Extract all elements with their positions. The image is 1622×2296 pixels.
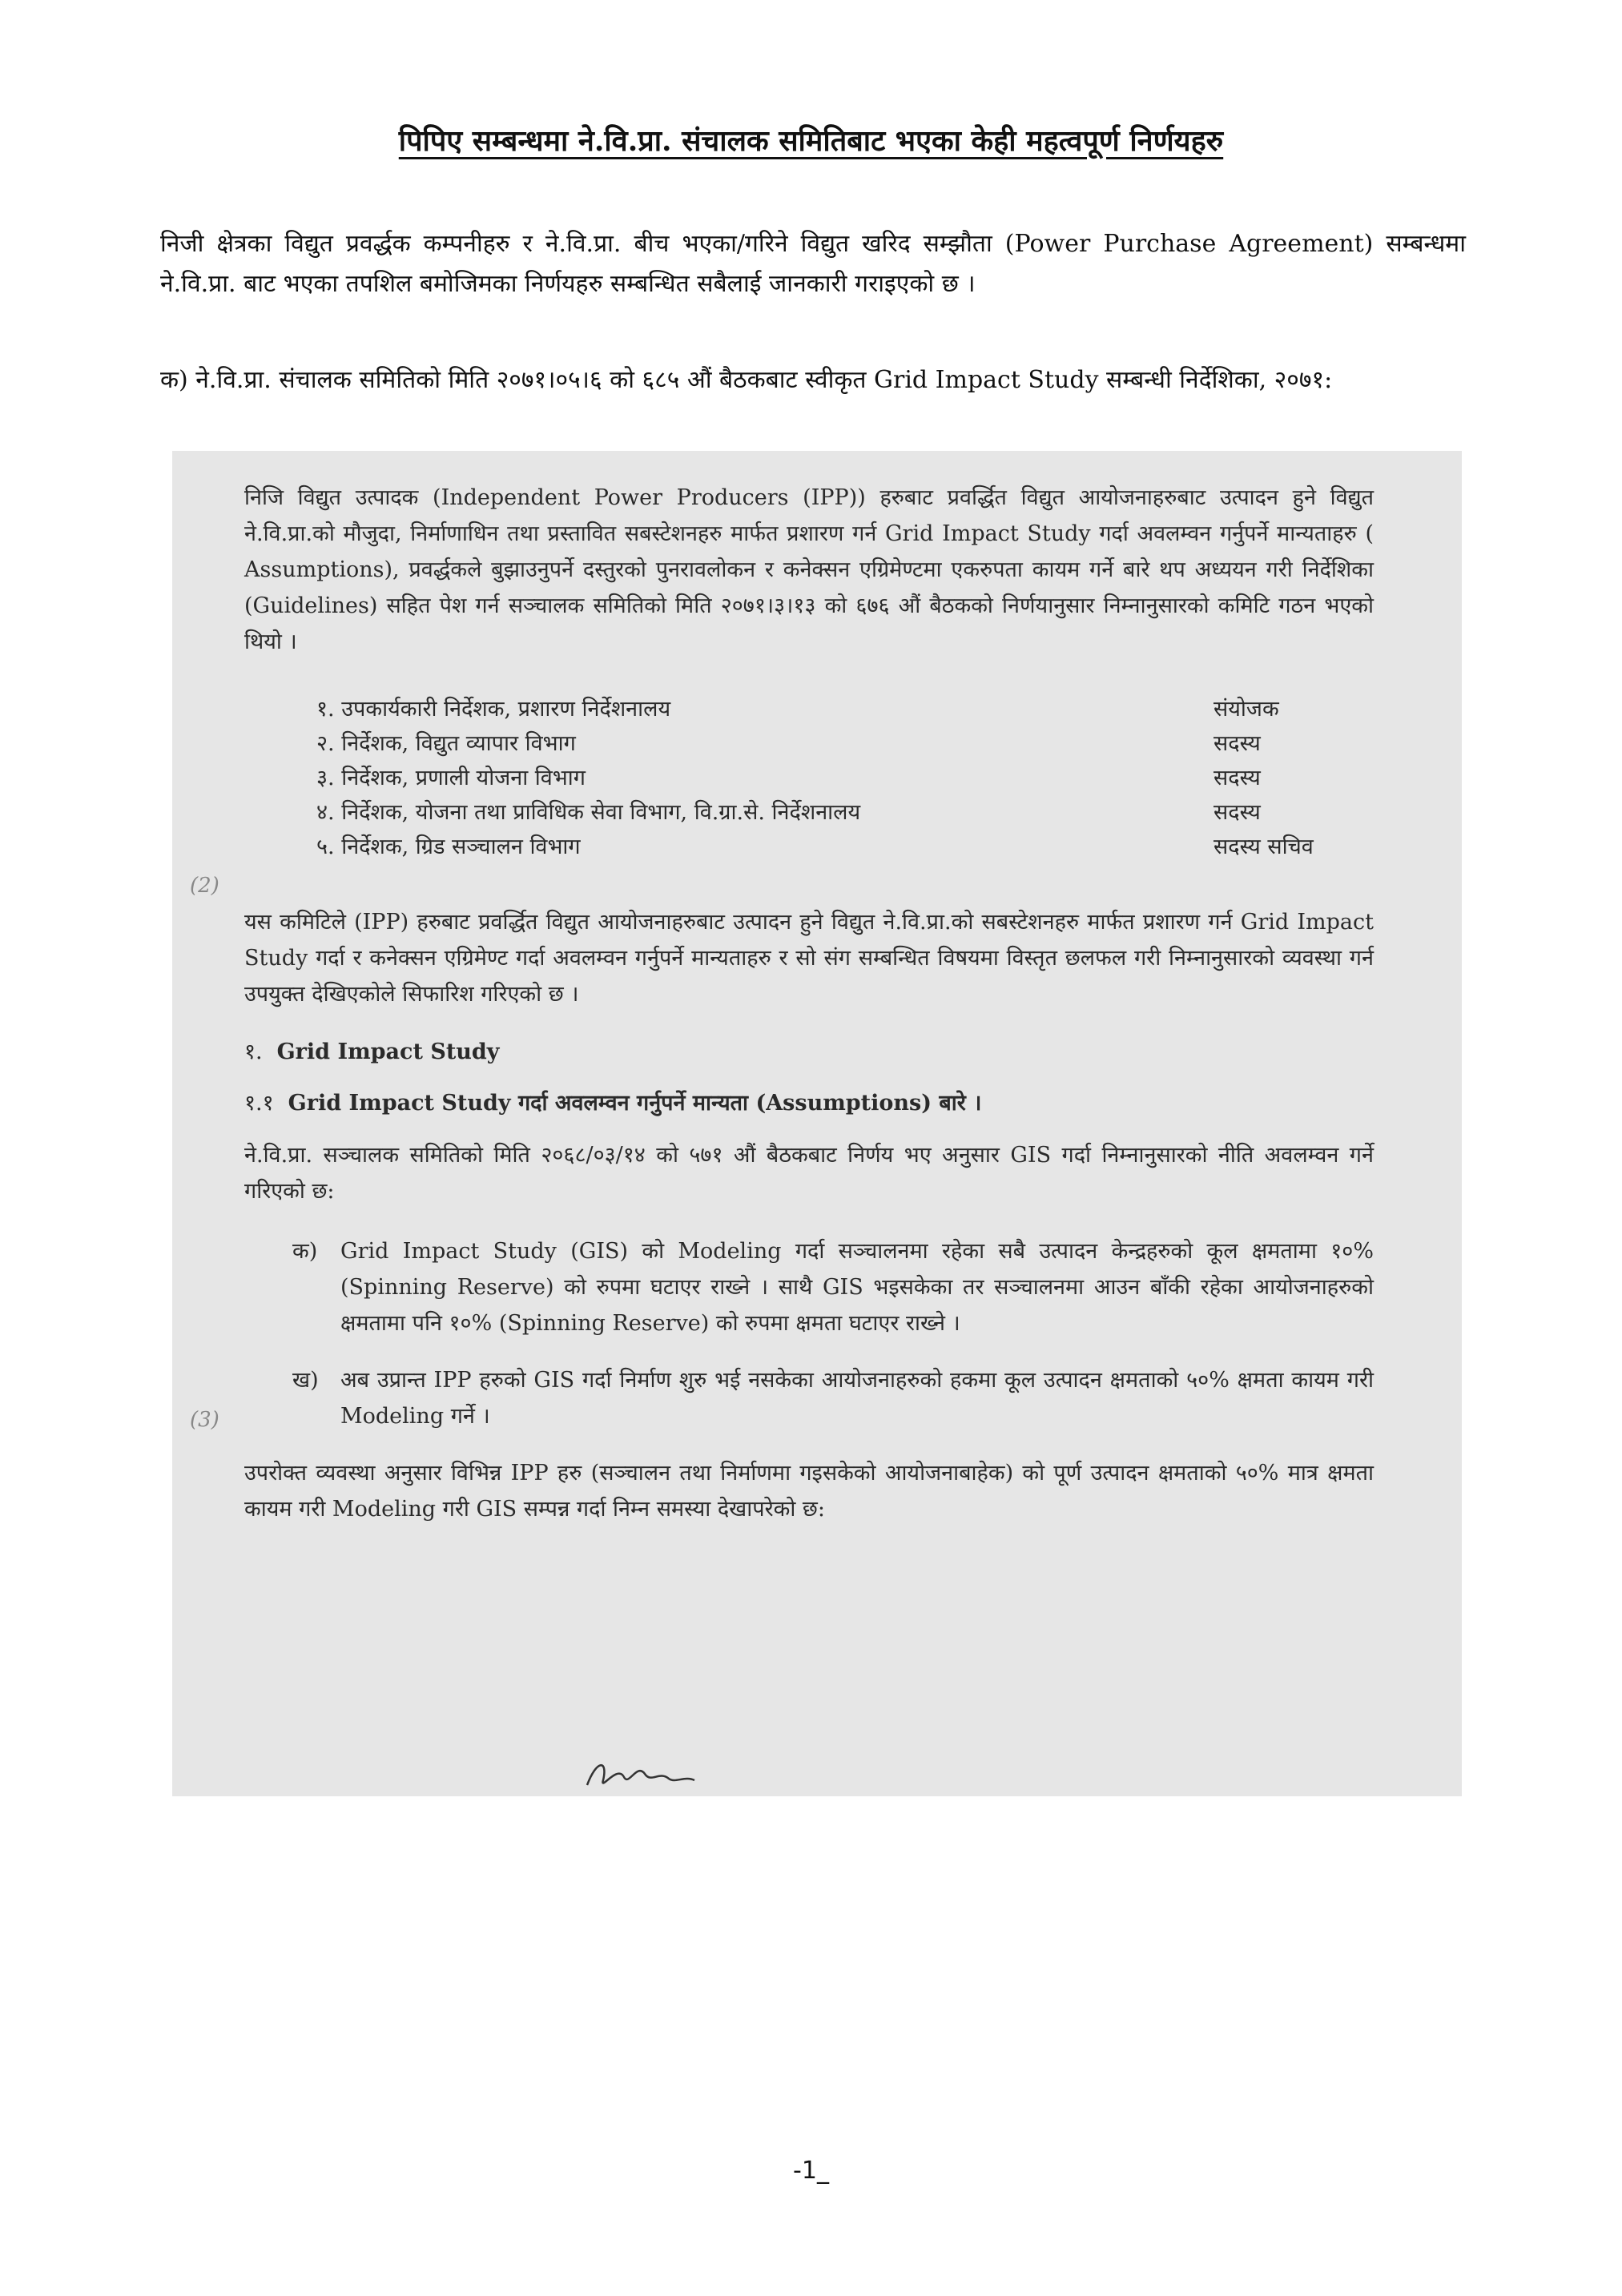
margin-annotation: (3) bbox=[190, 1408, 219, 1432]
scanned-document-image bbox=[172, 451, 1462, 1796]
list-item bbox=[316, 795, 1374, 830]
list-item bbox=[316, 830, 1374, 864]
list-item bbox=[316, 761, 1374, 795]
policy-item-list bbox=[292, 1233, 1374, 1434]
list-item bbox=[316, 726, 1374, 761]
handwritten-signature bbox=[581, 1756, 701, 1795]
committee-formation-paragraph: निजि विद्युत उत्पादक (Independent Power Producers (IPP)) हरुबाट प्रवर्द्धित विद्युत आयोजनाहरुबाट उत्पादन हुने विद्युत ने.वि.प्रा.को मौजुदा, निर्माणाधिन तथा प्रस्तावित सबस्टेशनहरु मार्फत प्रशारण गर्न Grid Impact Study गर्दा अवलम्वन गर्नुपर्ने मान्यताहरु ( Assumptions), प्रवर्द्धकले बुझाउनुपर्ने दस्तुरको पुनरावलोकन र कनेक्सन एग्रिमेण्टमा एकरुपता कायम गर्ने बारे थप अध्ययन गरी निर्देशिका (Guidelines) सहित पेश गर्न सञ्चालक समितिको मिति २०७१।३।१३ को ६७६ औं बैठकको निर्णयानुसार निम्नानुसारको कमिटि गठन भएको थियो । bbox=[244, 485, 1374, 654]
member-status: सदस्य bbox=[1213, 731, 1261, 756]
member-role: ५. निर्देशक, ग्रिड सञ्चालन विभाग bbox=[316, 834, 581, 859]
page-title: पिपिए सम्बन्धमा ने.वि.प्रा. संचालक समितिबाट भएका केही महत्वपूर्ण निर्णयहरु bbox=[398, 124, 1224, 158]
member-status: सदस्य सचिव bbox=[1213, 834, 1314, 859]
page-number: -1_ bbox=[793, 2157, 829, 2185]
heading-text: Grid Impact Study गर्दा अवलम्वन गर्नुपर्ने मान्यता (Assumptions) बारे । bbox=[288, 1091, 982, 1116]
committee-member-list bbox=[316, 692, 1374, 864]
margin-annotation: (2) bbox=[190, 874, 219, 898]
item-label: क) bbox=[292, 1239, 318, 1264]
item-text: अब उप्रान्त IPP हरुको GIS गर्दा निर्माण शुरु भई नसकेका आयोजनाहरुको हकमा कूल उत्पादन क्षमताको ५०% क्षमता कायम गरी Modeling गर्ने । bbox=[340, 1368, 1374, 1429]
member-role: १. उपकार्यकारी निर्देशक, प्रशारण निर्देशनालय bbox=[316, 697, 671, 722]
list-item bbox=[316, 692, 1374, 726]
heading-text: Grid Impact Study bbox=[276, 1039, 500, 1064]
item-label: ख) bbox=[292, 1368, 319, 1393]
subsection-heading bbox=[244, 1036, 1374, 1068]
recommendation-paragraph: यस कमिटिले (IPP) हरुबाट प्रवर्द्धित विद्युत आयोजनाहरुबाट उत्पादन हुने विद्युत ने.वि.प्रा.को सबस्टेशनहरु मार्फत प्रशारण गर्न Grid Impact Study गर्दा र कनेक्सन एग्रिमेण्ट गर्दा अवलम्वन गर्नुपर्ने मान्यताहरु र सो संग सम्बन्धित विषयमा विस्तृत छलफल गरी निम्नानुसारको व्यवस्था गर्न उपयुक्त देखिएकोले सिफारिश गरिएको छ । bbox=[244, 910, 1374, 1007]
member-status: संयोजक bbox=[1213, 697, 1279, 722]
list-item bbox=[292, 1233, 1374, 1341]
member-status: सदस्य bbox=[1213, 766, 1261, 790]
member-role: ४. निर्देशक, योजना तथा प्राविधिक सेवा विभाग, वि.ग्रा.से. निर्देशनालय bbox=[316, 800, 861, 825]
problem-paragraph: उपरोक्त व्यवस्था अनुसार विभिन्न IPP हरु (सञ्चालन तथा निर्माणमा गइसकेको आयोजनाबाहेक) को पूर्ण उत्पादन क्षमताको ५०% मात्र क्षमता कायम गरी Modeling गरी GIS सम्पन्न गर्दा निम्न समस्या देखापरेको छ: bbox=[244, 1461, 1374, 1522]
intro-paragraph: निजी क्षेत्रका विद्युत प्रवर्द्धक कम्पनीहरु र ने.वि.प्रा. बीच भएका/गरिने विद्युत खरिद सम्झौता (Power Purchase Agreement) सम्बन्धमा ने.वि.प्रा. बाट भएका तपशिल बमोजिमका निर्णयहरु सम्बन्धित सबैलाई जानकारी गराइएको छ । bbox=[160, 230, 1466, 298]
section-heading: क) ने.वि.प्रा. संचालक समितिको मिति २०७१।०५।६ को ६८५ औं बैठकबाट स्वीकृत Grid Impact Study सम्बन्धी निर्देशिका, २०७१: bbox=[160, 366, 1333, 394]
subsection-heading bbox=[244, 1088, 1374, 1120]
list-item bbox=[292, 1362, 1374, 1434]
heading-number: १.१ bbox=[244, 1091, 274, 1116]
member-status: सदस्य bbox=[1213, 800, 1261, 825]
heading-number: १. bbox=[244, 1039, 263, 1064]
member-role: २. निर्देशक, विद्युत व्यापार विभाग bbox=[316, 731, 576, 756]
policy-paragraph: ने.वि.प्रा. सञ्चालक समितिको मिति २०६८/०३/१४ को ५७१ औं बैठकबाट निर्णय भए अनुसार GIS गर्दा निम्नानुसारको नीति अवलम्वन गर्ने गरिएको छ: bbox=[244, 1143, 1374, 1204]
item-text: Grid Impact Study (GIS) को Modeling गर्दा सञ्चालनमा रहेका सबै उत्पादन केन्द्रहरुको कूल क्षमतामा १०% (Spinning Reserve) को रुपमा घटाएर राख्ने । साथै GIS भइसकेका तर सञ्चालनमा आउन बाँकी रहेका आयोजनाहरुको क्षमतामा पनि १०% (Spinning Reserve) को रुपमा क्षमता घटाएर राख्ने । bbox=[340, 1239, 1374, 1336]
member-role: ३. निर्देशक, प्रणाली योजना विभाग bbox=[316, 766, 586, 790]
